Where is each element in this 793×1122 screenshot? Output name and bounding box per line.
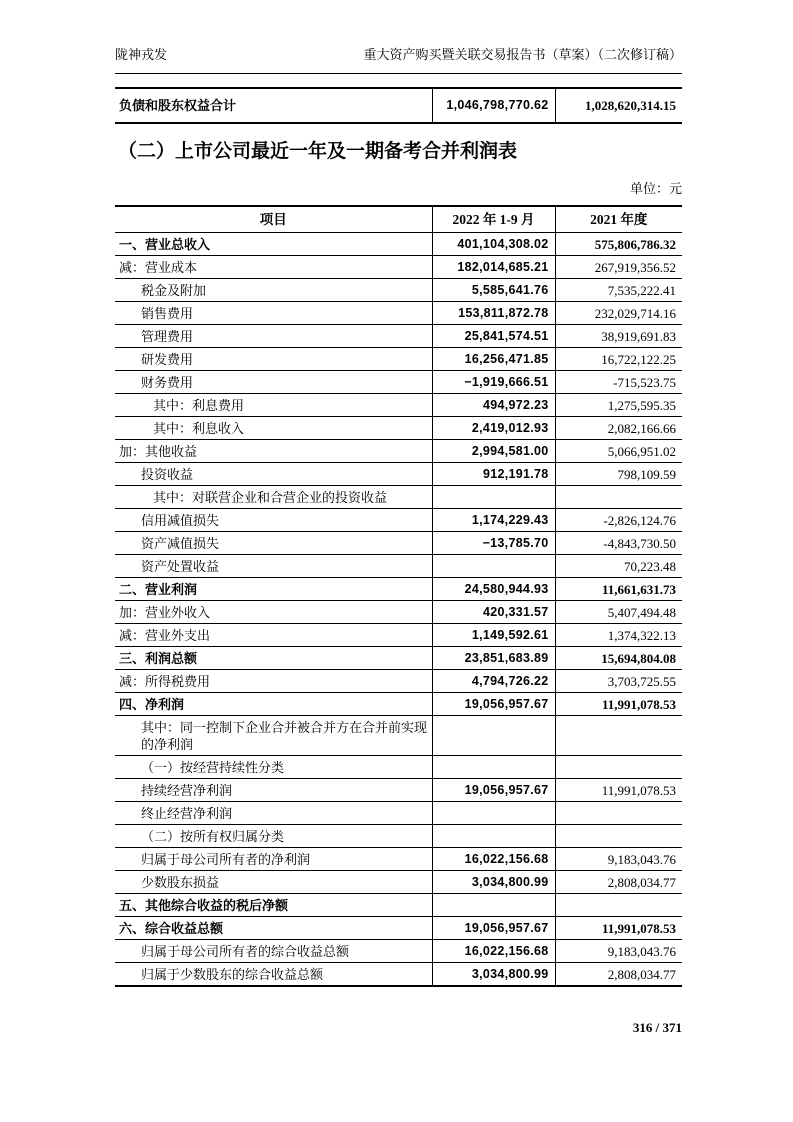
row-label: 归属于少数股东的综合收益总额 [115, 963, 432, 987]
value-2022: −1,919,666.51 [432, 371, 555, 394]
value-2021 [555, 486, 682, 509]
value-2021 [555, 716, 682, 756]
row-label: 减：营业成本 [115, 256, 432, 279]
value-2022: 24,580,944.93 [432, 578, 555, 601]
value-2022: 3,034,800.99 [432, 963, 555, 987]
table-row [115, 348, 682, 371]
row-label: （一）按经营持续性分类 [115, 756, 432, 779]
table-row [115, 670, 682, 693]
row-label: 其中：同一控制下企业合并被合并方在合并前实现的净利润 [115, 716, 432, 756]
unit-note: 单位：元 [629, 181, 682, 196]
row-label: 减：所得税费用 [115, 670, 432, 693]
table-row [115, 802, 682, 825]
row-label: 管理费用 [115, 325, 432, 348]
value-2021: 1,275,595.35 [555, 394, 682, 417]
value-2022: 19,056,957.67 [432, 779, 555, 802]
value-2021: 11,991,078.53 [555, 779, 682, 802]
value-2022 [432, 825, 555, 848]
column-header-2021: 2021 年度 [555, 206, 682, 233]
row-label: 税金及附加 [115, 279, 432, 302]
value-2022: 1,174,229.43 [432, 509, 555, 532]
value-2021: 3,703,725.55 [555, 670, 682, 693]
doc-short-title: 陇神戎发 [115, 47, 168, 62]
row-label: 一、营业总收入 [115, 233, 432, 256]
value-2021: 11,991,078.53 [555, 917, 682, 940]
row-label: 减：营业外支出 [115, 624, 432, 647]
value-2022: −13,785.70 [432, 532, 555, 555]
row-label: 六、综合收益总额 [115, 917, 432, 940]
value-2022: 3,034,800.99 [432, 871, 555, 894]
table-header-row [115, 206, 682, 233]
column-header-2022: 2022 年 1-9 月 [432, 206, 555, 233]
table-row [115, 894, 682, 917]
table-row [115, 371, 682, 394]
table-row [115, 532, 682, 555]
value-2022 [432, 894, 555, 917]
table-row [115, 233, 682, 256]
value-2021: 232,029,714.16 [555, 302, 682, 325]
table-row [115, 779, 682, 802]
value-2021: 11,661,631.73 [555, 578, 682, 601]
table-row [115, 825, 682, 848]
value-2022: 401,104,308.02 [432, 233, 555, 256]
value-2021: -2,826,124.76 [555, 509, 682, 532]
row-label: 投资收益 [115, 463, 432, 486]
value-2022: 23,851,683.89 [432, 647, 555, 670]
value-2021 [555, 802, 682, 825]
row-label: 归属于母公司所有者的综合收益总额 [115, 940, 432, 963]
value-2022 [432, 716, 555, 756]
row-label: 三、利润总额 [115, 647, 432, 670]
table-row [115, 693, 682, 716]
value-2022 [432, 486, 555, 509]
pro-forma-income-statement-table [115, 205, 682, 987]
table-row [115, 279, 682, 302]
value-2022: 25,841,574.51 [432, 325, 555, 348]
row-label: 归属于母公司所有者的净利润 [115, 848, 432, 871]
table-row [115, 963, 682, 987]
value-2021 [555, 825, 682, 848]
row-label: 二、营业利润 [115, 578, 432, 601]
table-row [115, 555, 682, 578]
value-2022: 1,149,592.61 [432, 624, 555, 647]
value-2021: 38,919,691.83 [555, 325, 682, 348]
value-2021: 5,407,494.48 [555, 601, 682, 624]
table-row [115, 88, 682, 123]
row-label: 销售费用 [115, 302, 432, 325]
table-row [115, 756, 682, 779]
row-label: 资产减值损失 [115, 532, 432, 555]
value-2022: 16,022,156.68 [432, 940, 555, 963]
table-row [115, 848, 682, 871]
table-row [115, 256, 682, 279]
table-row [115, 601, 682, 624]
value-2021: 70,223.48 [555, 555, 682, 578]
value-2021: 2,808,034.77 [555, 871, 682, 894]
value-2022: 494,972.23 [432, 394, 555, 417]
row-label: 五、其他综合收益的税后净额 [115, 894, 432, 917]
running-header [115, 47, 682, 63]
value-2022: 19,056,957.67 [432, 917, 555, 940]
value-2021: 798,109.59 [555, 463, 682, 486]
value-2022 [432, 802, 555, 825]
value-2022: 2,994,581.00 [432, 440, 555, 463]
value-2021: 2,082,166.66 [555, 417, 682, 440]
table-row [115, 578, 682, 601]
value-2021: 11,991,078.53 [555, 693, 682, 716]
row-label: 负债和股东权益合计 [115, 88, 432, 123]
value-2021: -715,523.75 [555, 371, 682, 394]
value-2021: 9,183,043.76 [555, 848, 682, 871]
row-label: 其中：利息收入 [115, 417, 432, 440]
row-label: 研发费用 [115, 348, 432, 371]
section-heading: （二）上市公司最近一年及一期备考合并利润表 [118, 141, 518, 162]
value-2021: 575,806,786.32 [555, 233, 682, 256]
table-row [115, 917, 682, 940]
row-label: 资产处置收益 [115, 555, 432, 578]
table-row [115, 463, 682, 486]
table-row [115, 871, 682, 894]
value-2021 [555, 756, 682, 779]
value-2021: 7,535,222.41 [555, 279, 682, 302]
page-number: 316 / 371 [632, 1020, 682, 1035]
table-row [115, 394, 682, 417]
value-2022 [432, 756, 555, 779]
value-2021 [555, 894, 682, 917]
row-label: （二）按所有权归属分类 [115, 825, 432, 848]
value-2022: 19,056,957.67 [432, 693, 555, 716]
value-2021: 1,374,322.13 [555, 624, 682, 647]
value-2022: 2,419,012.93 [432, 417, 555, 440]
row-label: 其中：对联营企业和合营企业的投资收益 [115, 486, 432, 509]
table-row [115, 647, 682, 670]
value-2022: 1,046,798,770.62 [432, 88, 555, 123]
value-2021: 267,919,356.52 [555, 256, 682, 279]
table-row [115, 624, 682, 647]
table-row [115, 509, 682, 532]
value-2021: 2,808,034.77 [555, 963, 682, 987]
value-2021: 16,722,122.25 [555, 348, 682, 371]
table-row [115, 417, 682, 440]
table-row [115, 440, 682, 463]
value-2022: 912,191.78 [432, 463, 555, 486]
value-2021: 1,028,620,314.15 [555, 88, 682, 123]
value-2022: 153,811,872.78 [432, 302, 555, 325]
value-2022: 182,014,685.21 [432, 256, 555, 279]
row-label: 四、净利润 [115, 693, 432, 716]
table-row [115, 940, 682, 963]
row-label: 加：营业外收入 [115, 601, 432, 624]
table-row [115, 716, 682, 756]
value-2021: 9,183,043.76 [555, 940, 682, 963]
value-2021: 5,066,951.02 [555, 440, 682, 463]
column-header-item: 项目 [115, 206, 432, 233]
row-label: 少数股东损益 [115, 871, 432, 894]
value-2022: 420,331.57 [432, 601, 555, 624]
row-label: 加：其他收益 [115, 440, 432, 463]
row-label: 财务费用 [115, 371, 432, 394]
value-2022: 16,256,471.85 [432, 348, 555, 371]
table-row [115, 486, 682, 509]
value-2022: 4,794,726.22 [432, 670, 555, 693]
value-2022: 16,022,156.68 [432, 848, 555, 871]
row-label: 信用减值损失 [115, 509, 432, 532]
row-label: 终止经营净利润 [115, 802, 432, 825]
header-divider [115, 73, 682, 74]
row-label: 持续经营净利润 [115, 779, 432, 802]
doc-full-title: 重大资产购买暨关联交易报告书（草案）（二次修订稿） [363, 47, 682, 62]
balance-total-table [115, 87, 682, 124]
value-2022 [432, 555, 555, 578]
value-2021: 15,694,804.08 [555, 647, 682, 670]
table-row [115, 325, 682, 348]
value-2022: 5,585,641.76 [432, 279, 555, 302]
row-label: 其中：利息费用 [115, 394, 432, 417]
value-2021: -4,843,730.50 [555, 532, 682, 555]
table-row [115, 302, 682, 325]
